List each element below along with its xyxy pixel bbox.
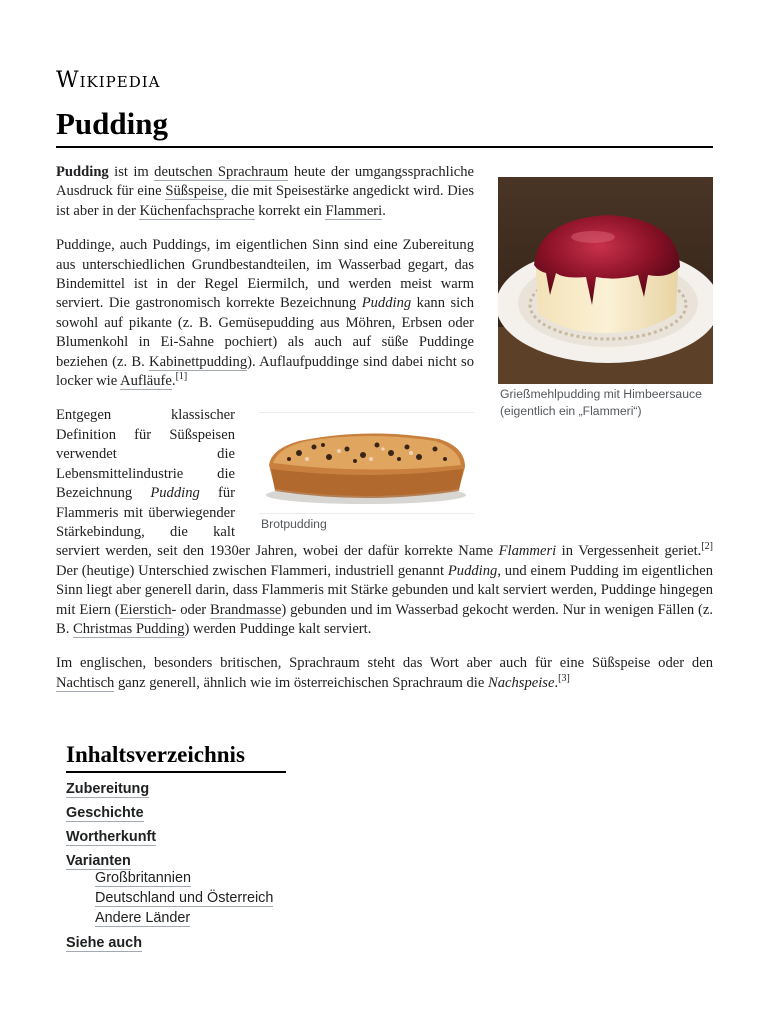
toc-subitem-grossbritannien[interactable] [66,868,366,888]
figure-caption: Grießmehlpudding mit Himbeersauce (eigentlich ein „Flammeri“) [500,387,702,418]
text-run: Puddinge, auch Puddings, im eigentlichen Sinn sind eine Zubereitung aus unterschiedlichen Grundbestandteilen, im Wasserbad gegart, das Bindemittel ist in der Regel Eiermilch, und werden meist warm serviert. Die gastronomisch korrekte Bezeichnung [56,237,474,312]
toc-item-label[interactable]: Geschichte [66,805,144,821]
toc-subitem-label[interactable]: Andere Länder [95,910,191,926]
link-flammeri[interactable]: Flammeri [325,202,383,219]
text-run: Entgegen klassischer Definition für Süßspeisen verwendet die Lebensmittelindustrie die Bezeichnung [56,407,235,502]
text-run: ). Auflaufpuddinge sind dabei nicht so locker wie [56,353,474,390]
toc-item-label[interactable]: Wortherkunft [66,829,157,845]
link-suessspeise[interactable]: Süßspeise [165,183,224,200]
link-kabinettpudding[interactable]: Kabinettpudding [149,353,248,370]
text-run: ) gebunden und im Wasserbad gekocht werden. Nur in wenigen Fällen (z. B. [56,601,713,637]
figure-caption: Brotpudding [261,517,327,532]
link-deutschen-sprachraum[interactable]: deutschen Sprachraum [154,164,289,180]
text-run: ist im [108,164,155,180]
text-run: für Flammeris mit überwiegender Stärkebindung, die kalt serviert werden, seit den 1930er Jahren, wobei der dafür korrekte Name [56,485,499,560]
link-kuechenfachsprache[interactable]: Küchenfachsprache [139,202,255,219]
pudding-photo[interactable] [498,177,713,384]
text-run: korrekt ein [254,202,326,219]
reference-2[interactable]: [2] [701,541,713,553]
link-auflaeufe[interactable]: Aufläufe [120,373,172,390]
paragraph-4 [56,654,713,693]
toc-item-wortherkunft[interactable] [66,826,366,850]
text-run: - oder [171,601,211,618]
text-run: . [171,373,176,390]
text-run: in Vergessenheit geriet. [556,543,702,560]
italic-term: Pudding [447,562,498,579]
toc-subitem-andere-laender[interactable] [66,908,366,928]
table-of-contents [66,740,366,956]
toc-item-geschichte[interactable] [66,802,366,826]
reference-3[interactable]: [3] [558,672,570,684]
text-run: , und einem Pudding im eigentlichen Sinn liegt aber generell darin, dass Flammeris mit Stärke gebunden und kalt serviert werden, Puddinge hingegen mit Eiern ( [56,562,713,618]
brotpudding-photo[interactable] [259,419,474,514]
italic-term: Pudding [361,295,412,312]
link-nachtisch[interactable]: Nachtisch [56,674,115,691]
text-run: ) werden Puddinge kalt serviert. [184,620,372,637]
toc-item-siehe-auch[interactable] [66,932,366,956]
reference-1[interactable]: [1] [175,371,188,383]
toc-item-label[interactable]: Zubereitung [66,781,150,797]
italic-term: Nachspeise [487,674,555,691]
toc-subitem-deutschland-oesterreich[interactable] [66,888,366,908]
toc-subsection-list [66,868,366,928]
toc-item-label[interactable]: Varianten [66,853,131,869]
bold-term: Pudding [56,164,109,180]
text-run: . [382,202,386,219]
text-run: Im englischen, besonders britischen, Sprachraum steht das Wort aber auch für eine Süßspeise oder den [56,655,713,672]
figure-griessmehlpudding [498,177,713,420]
toc-title: Inhaltsverzeichnis [66,740,286,773]
text-run: , die mit Speisestärke angedickt wird. Dies ist aber in der [56,183,475,219]
figure-brotpudding [259,412,474,533]
toc-subitem-label[interactable]: Deutschland und Österreich [95,890,274,906]
text-run: heute der umgangssprachliche Ausdruck für eine [56,164,475,200]
link-christmas-pudding[interactable]: Christmas Pudding [73,620,185,637]
link-eierstich[interactable]: Eierstich [119,601,172,618]
wikipedia-wordmark[interactable]: Wikipedia [56,68,161,93]
italic-term: Flammeri [498,543,557,560]
text-run: ganz generell, ähnlich wie im österreichischen Sprachraum die [114,674,488,691]
text-run: . [554,674,559,691]
text-run: Der (heutige) Unterschied zwischen Flammeri, industriell genannt [56,562,448,579]
toc-subitem-label[interactable]: Großbritannien [95,870,191,886]
toc-item-zubereitung[interactable] [66,778,366,802]
link-brandmasse[interactable]: Brandmasse [210,601,282,618]
toc-item-label[interactable]: Siehe auch [66,935,142,951]
text-run: kann sich sowohl auf pikante (z. B. Gemüsepudding aus Möhren, Erbsen oder Blumenkohl in Ei-Sahne pochiert) als auch auf süße Puddinge beziehen (z. B. [56,295,474,370]
page-title: Pudding [56,104,713,148]
article-body [56,163,713,708]
italic-term: Pudding [150,485,200,502]
